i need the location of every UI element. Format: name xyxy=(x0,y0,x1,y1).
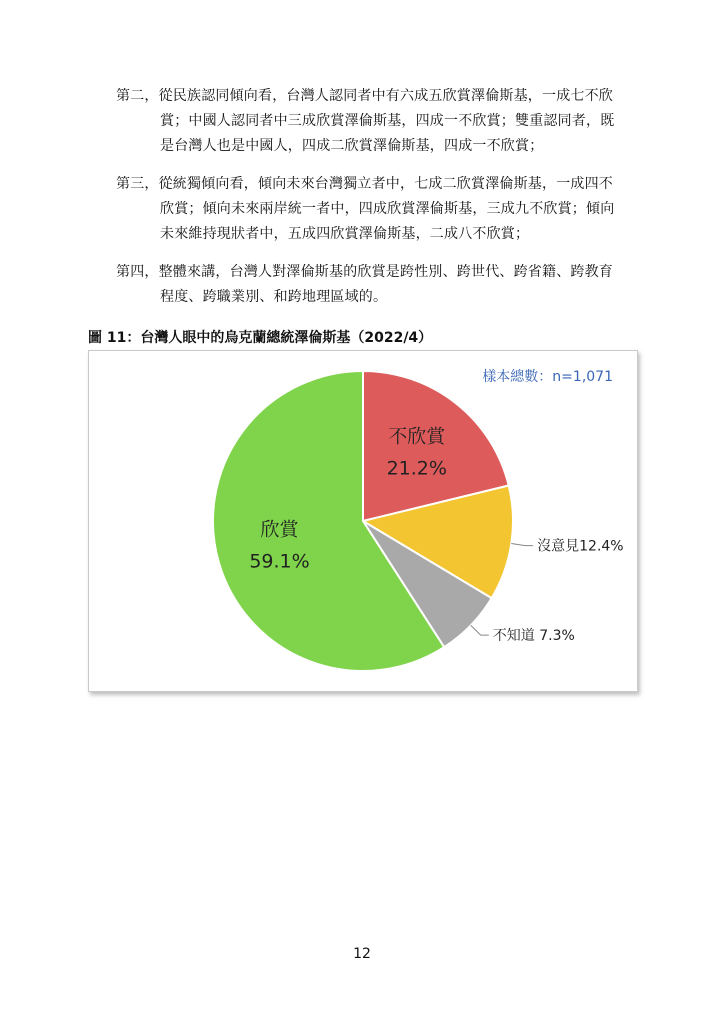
slice-outside-label: 沒意見12.4% xyxy=(537,538,624,555)
pie-chart xyxy=(89,351,637,691)
figure-title: 圖 11：台灣人眼中的烏克蘭總統澤倫斯基（2022/4） xyxy=(88,330,433,346)
paragraph-line: 賞；中國人認同者中三成欣賞澤倫斯基，四成一不欣賞；雙重認同者，既 xyxy=(160,113,615,129)
slice-value-label: 21.2% xyxy=(386,457,447,480)
paragraph-line: 第二，從民族認同傾向看，台灣人認同者中有六成五欣賞澤倫斯基，一成七不欣 xyxy=(116,88,613,104)
leader-line xyxy=(471,625,489,635)
paragraph-line: 是台灣人也是中國人，四成二欣賞澤倫斯基，四成一不欣賞； xyxy=(160,138,544,154)
leader-line xyxy=(511,544,533,546)
slice-outside-label: 不知道 7.3% xyxy=(492,628,575,645)
paragraph-line: 未來維持現狀者中，五成四欣賞澤倫斯基，二成八不欣賞； xyxy=(160,226,530,242)
paragraph-line: 第三，從統獨傾向看，傾向未來台灣獨立者中，七成二欣賞澤倫斯基，一成四不 xyxy=(116,176,613,192)
paragraph-second-point xyxy=(116,84,636,159)
sample-size-note: 樣本總數：n=1,071 xyxy=(482,369,613,385)
paragraph-line: 程度、跨職業別、和跨地理區域的。 xyxy=(160,289,388,305)
paragraph-fourth-point xyxy=(116,260,636,310)
pie-chart-frame xyxy=(88,350,638,692)
slice-name-label: 欣賞 xyxy=(260,518,299,541)
page-number: 12 xyxy=(353,946,371,962)
paragraph-line: 第四，整體來講，台灣人對澤倫斯基的欣賞是跨性別、跨世代、跨省籍、跨教育 xyxy=(116,264,613,280)
paragraph-third-point xyxy=(116,172,636,247)
slice-value-label: 59.1% xyxy=(249,550,310,573)
slice-name-label: 不欣賞 xyxy=(388,425,446,448)
paragraph-line: 欣賞；傾向未來兩岸統一者中，四成欣賞澤倫斯基，三成九不欣賞；傾向 xyxy=(160,201,615,217)
